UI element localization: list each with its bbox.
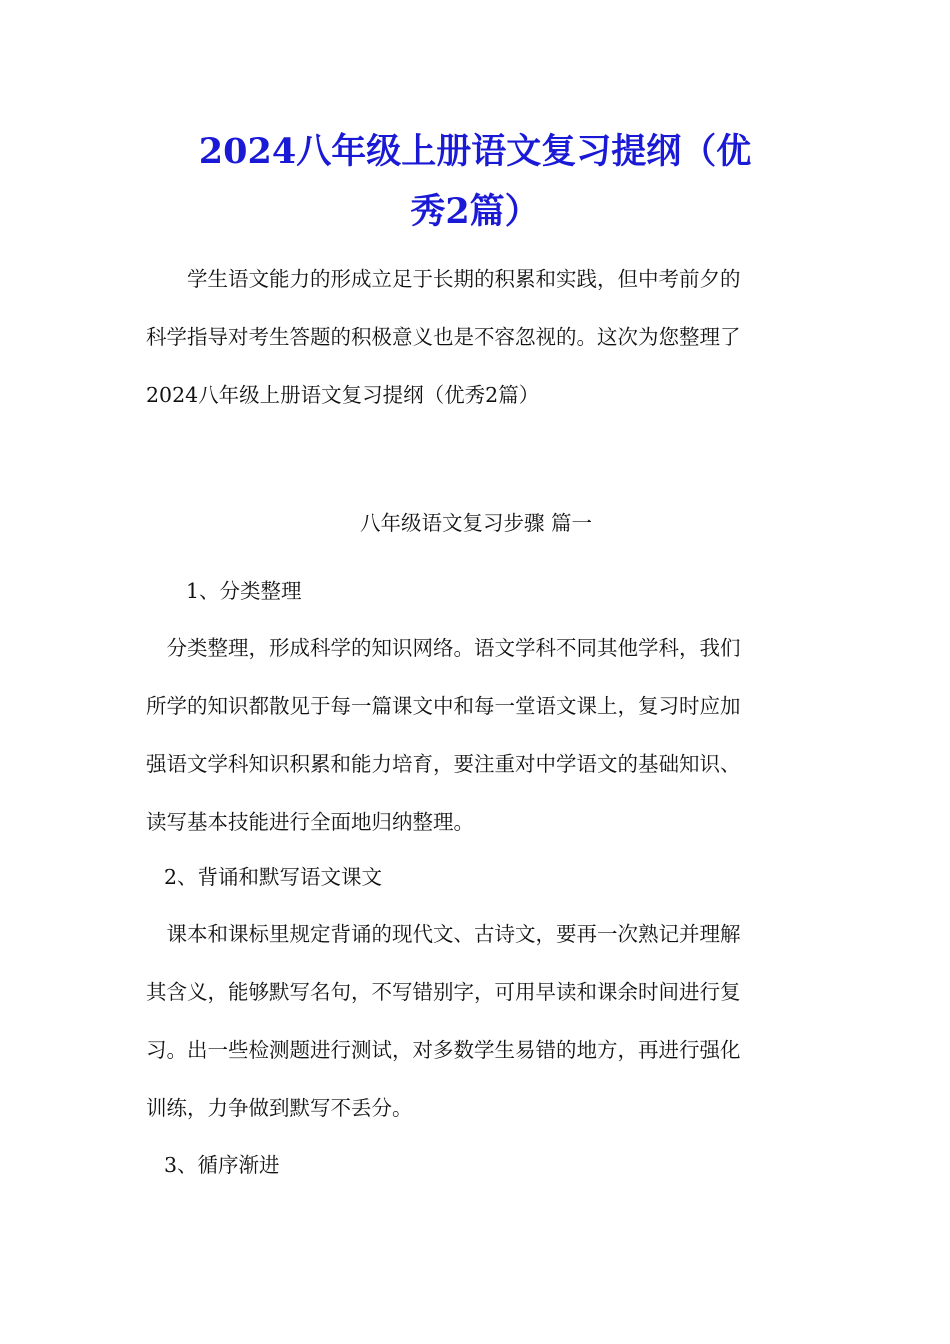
- intro-line-2: 科学指导对考生答题的积极意义也是不容忽视的。这次为您整理了: [146, 325, 741, 349]
- section-heading: 八年级语文复习步骤 篇一: [359, 511, 593, 535]
- item1-line-2: 所学的知识都散见于每一篇课文中和每一堂语文课上，复习时应加: [146, 694, 741, 718]
- intro-line-3: 2024八年级上册语文复习提纲（优秀2篇）: [146, 383, 540, 407]
- document-title: [140, 122, 810, 242]
- item3-heading: 3、循序渐进: [164, 1153, 280, 1177]
- item2-line-2: 其含义，能够默写名句，不写错别字，可用早读和课余时间进行复: [146, 980, 741, 1004]
- item2-paragraph: [146, 905, 806, 1137]
- item2-line-1: 课本和课标里规定背诵的现代文、古诗文，要再一次熟记并理解: [146, 922, 741, 946]
- item1-line-4: 读写基本技能进行全面地归纳整理。: [146, 810, 474, 834]
- item1-paragraph: [146, 619, 806, 851]
- item2-line-3: 习。出一些检测题进行测试，对多数学生易错的地方，再进行强化: [146, 1038, 741, 1062]
- item1-line-1: 分类整理，形成科学的知识网络。语文学科不同其他学科，我们: [146, 636, 741, 660]
- title-line-2: 秀2篇）: [410, 191, 540, 232]
- item1-heading: 1、分类整理: [186, 579, 302, 603]
- title-line-1: 2024八年级上册语文复习提纲（优: [198, 131, 752, 172]
- item1-line-3: 强语文学科知识积累和能力培育，要注重对中学语文的基础知识、: [146, 752, 741, 776]
- item2-heading: 2、背诵和默写语文课文: [164, 865, 383, 889]
- item2-line-4: 训练，力争做到默写不丢分。: [146, 1096, 413, 1120]
- intro-line-1: 学生语文能力的形成立足于长期的积累和实践，但中考前夕的: [146, 267, 741, 291]
- intro-paragraph: [146, 250, 806, 424]
